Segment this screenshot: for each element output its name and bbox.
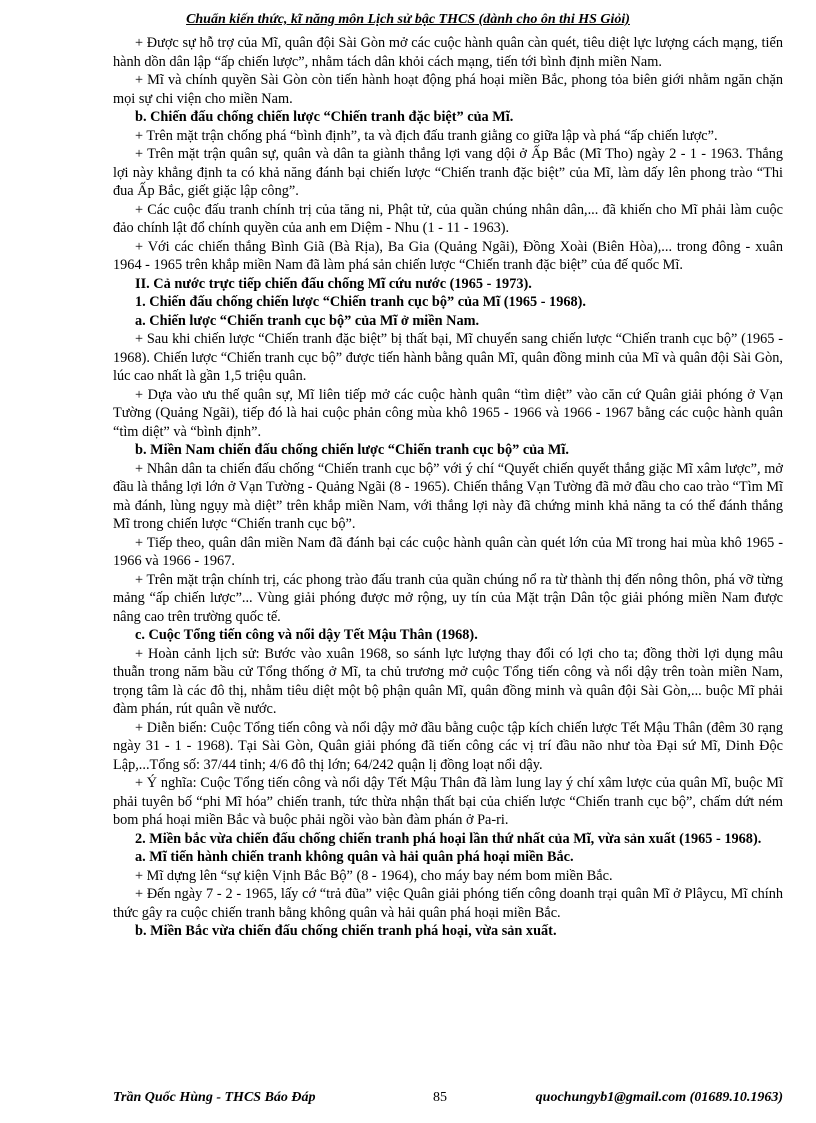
paragraph: + Trên mặt trận quân sự, quân và dân ta giành thắng lợi vang dội ở Ấp Bắc (Mĩ Tho) ngày 2 - 1 - 1963. Thắng lợi này khẳng định ta có khả năng đánh bại chiến lược “Chiến tranh đặc biệt” của Mĩ, làm dấy lên phong trào “Thi đua Ấp Bắc, giết giặc lập công”.: [113, 146, 783, 199]
document-body: [113, 34, 783, 941]
paragraph: + Mĩ và chính quyền Sài Gòn còn tiến hành hoạt động phá hoại miền Bắc, phong tỏa biên giới nhằm ngăn chặn mọi sự chi viện cho miền Nam.: [113, 72, 783, 107]
section-heading: b. Miền Bắc vừa chiến đấu chống chiến tranh phá hoại, vừa sản xuất.: [135, 923, 557, 939]
section-heading: 1. Chiến đấu chống chiến lược “Chiến tranh cục bộ” của Mĩ (1965 - 1968).: [135, 294, 586, 310]
footer-author: Trần Quốc Hùng - THCS Báo Đáp: [113, 1090, 316, 1105]
paragraph: + Trên mặt trận chính trị, các phong trào đấu tranh của quần chúng nổ ra từ thành thị đến nông thôn, phá vỡ từng mảng “ấp chiến lược”... Vùng giải phóng được mở rộng, uy tín của Mặt trận Dân tộc giải phóng miền Nam được nâng cao trên trường quốc tế.: [113, 571, 783, 625]
paragraph: + Diễn biến: Cuộc Tổng tiến công và nổi dậy mở đầu bằng cuộc tập kích chiến lược Tết Mậu Thân (đêm 30 rạng ngày 31 - 1 - 1968). Tại Sài Gòn, Quân giải phóng đã tiến công các vị trí đầu não như tòa Đại sứ Mĩ, Dinh Độc Lập,...Tổng số: 37/44 tỉnh; 4/6 đô thị lớn; 64/242 quận lị đồng loạt nổi dậy.: [113, 719, 783, 773]
paragraph: + Mĩ dựng lên “sự kiện Vịnh Bắc Bộ” (8 - 1964), cho máy bay ném bom miền Bắc.: [135, 867, 613, 884]
section-heading: c. Cuộc Tổng tiến công và nổi dậy Tết Mậu Thân (1968).: [135, 627, 478, 643]
page-header: Chuẩn kiến thức, kĩ năng môn Lịch sử bậc THCS (dành cho ôn thi HS Giỏi): [186, 12, 630, 27]
section-heading: II. Cả nước trực tiếp chiến đấu chống Mĩ cứu nước (1965 - 1973).: [135, 275, 532, 292]
footer-contact: quochungyb1@gmail.com (01689.10.1963): [535, 1090, 783, 1105]
section-heading: b. Miền Nam chiến đấu chống chiến lược “Chiến tranh cục bộ” của Mĩ.: [135, 442, 569, 458]
section-heading: b. Chiến đấu chống chiến lược “Chiến tranh đặc biệt” của Mĩ.: [135, 109, 514, 125]
paragraph: + Được sự hỗ trợ của Mĩ, quân đội Sài Gòn mở các cuộc hành quân càn quét, tiêu diệt lực lượng cách mạng, tiến hành dồn dân lập “ấp chiến lược”, nhằm tách dân khỏi cách mạng, tiến tới bình định miền Nam.: [113, 35, 783, 70]
paragraph: + Tiếp theo, quân dân miền Nam đã đánh bại các cuộc hành quân càn quét lớn của Mĩ trong hai mùa khô 1965 - 1966 và 1966 - 1967.: [113, 534, 783, 569]
section-heading: a. Mĩ tiến hành chiến tranh không quân và hải quân phá hoại miền Bắc.: [135, 849, 574, 865]
paragraph: + Đến ngày 7 - 2 - 1965, lấy cớ “trả đũa” việc Quân giải phóng tiến công doanh trại quân Mĩ ở Plâycu, Mĩ chính thức gây ra cuộc chiến tranh bằng không quân và hải quân phá hoại miền Bắc.: [113, 886, 783, 921]
paragraph: + Ý nghĩa: Cuộc Tổng tiến công và nổi dậy Tết Mậu Thân đã làm lung lay ý chí xâm lược của quân Mĩ, buộc Mĩ phải tuyên bố “phi Mĩ hóa” chiến tranh, tức thừa nhận thất bại của chiến lược “Chiến tranh cục bộ”, chấm dứt ném bom phá hoại miền Bắc và buộc phải ngồi vào bàn đàm phán ở Pa-ri.: [113, 775, 783, 828]
paragraph: + Với các chiến thắng Bình Giã (Bà Rịa), Ba Gia (Quảng Ngãi), Đồng Xoài (Biên Hòa),... trong đông - xuân 1964 - 1965 trên khắp miền Nam đã làm phá sản chiến lược “Chiến tranh đặc biệt” của đế quốc Mĩ.: [113, 238, 783, 273]
paragraph: + Sau khi chiến lược “Chiến tranh đặc biệt” bị thất bại, Mĩ chuyển sang chiến lược “Chiến tranh cục bộ” (1965 - 1968). Chiến lược “Chiến tranh cục bộ” được tiến hành bằng quân Mĩ, quân đồng minh của Mĩ và quân đội Sài Gòn, lúc cao nhất là gần 1,5 triệu quân.: [113, 331, 783, 384]
page-footer: [113, 1090, 783, 1110]
paragraph: + Hoàn cảnh lịch sử: Bước vào xuân 1968, so sánh lực lượng thay đổi có lợi cho ta; đồng thời lợi dụng mâu thuẫn trong năm bầu cử Tổng thống ở Mĩ, ta chủ trương mở cuộc Tổng tiến công và nổi dậy trên toàn miền Nam, trọng tâm là các đô thị, nhằm tiêu diệt một bộ phận quân Mĩ, quân đồng minh và quân đội Sài Gòn,... buộc Mĩ phải đàm phán, rút quân về nước.: [113, 645, 783, 717]
paragraph: + Trên mặt trận chống phá “bình định”, ta và địch đấu tranh giằng co giữa lập và phá “ấp chiến lược”.: [135, 127, 718, 144]
paragraph: + Nhân dân ta chiến đấu chống “Chiến tranh cục bộ” với ý chí “Quyết chiến quyết thắng giặc Mĩ xâm lược”, mở đầu là thắng lợi lớn ở Vạn Tường - Quảng Ngãi (8 - 1965). Chiến thắng Vạn Tường đã mở đầu cho cao trào “Tìm Mĩ mà đánh, lùng ngụy mà diệt” trên khắp miền Nam, với thắng lợi này đã chứng minh khả năng ta có thể đánh thắng Mĩ trong chiến lược “Chiến tranh cục bộ”.: [113, 460, 783, 532]
section-heading: a. Chiến lược “Chiến tranh cục bộ” của Mĩ ở miền Nam.: [135, 312, 480, 329]
page-number: 85: [433, 1090, 447, 1105]
paragraph: + Các cuộc đấu tranh chính trị của tăng ni, Phật tử, của quần chúng nhân dân,... đã khiến cho Mĩ phải làm cuộc đảo chính lật đổ chính quyền của anh em Diệm - Nhu (1 - 11 - 1963).: [113, 201, 783, 236]
paragraph: + Dựa vào ưu thế quân sự, Mĩ liên tiếp mở các cuộc hành quân “tìm diệt” vào căn cứ Quân giải phóng ở Vạn Tường (Quảng Ngãi), tiếp đó là hai cuộc phản công mùa khô 1965 - 1966 và 1966 - 1967 bằng các cuộc hành quân “tìm diệt” và “bình định”.: [113, 386, 783, 440]
section-heading: 2. Miền bắc vừa chiến đấu chống chiến tranh phá hoại lần thứ nhất của Mĩ, vừa sản xuất (1965 - 1968).: [135, 830, 762, 847]
